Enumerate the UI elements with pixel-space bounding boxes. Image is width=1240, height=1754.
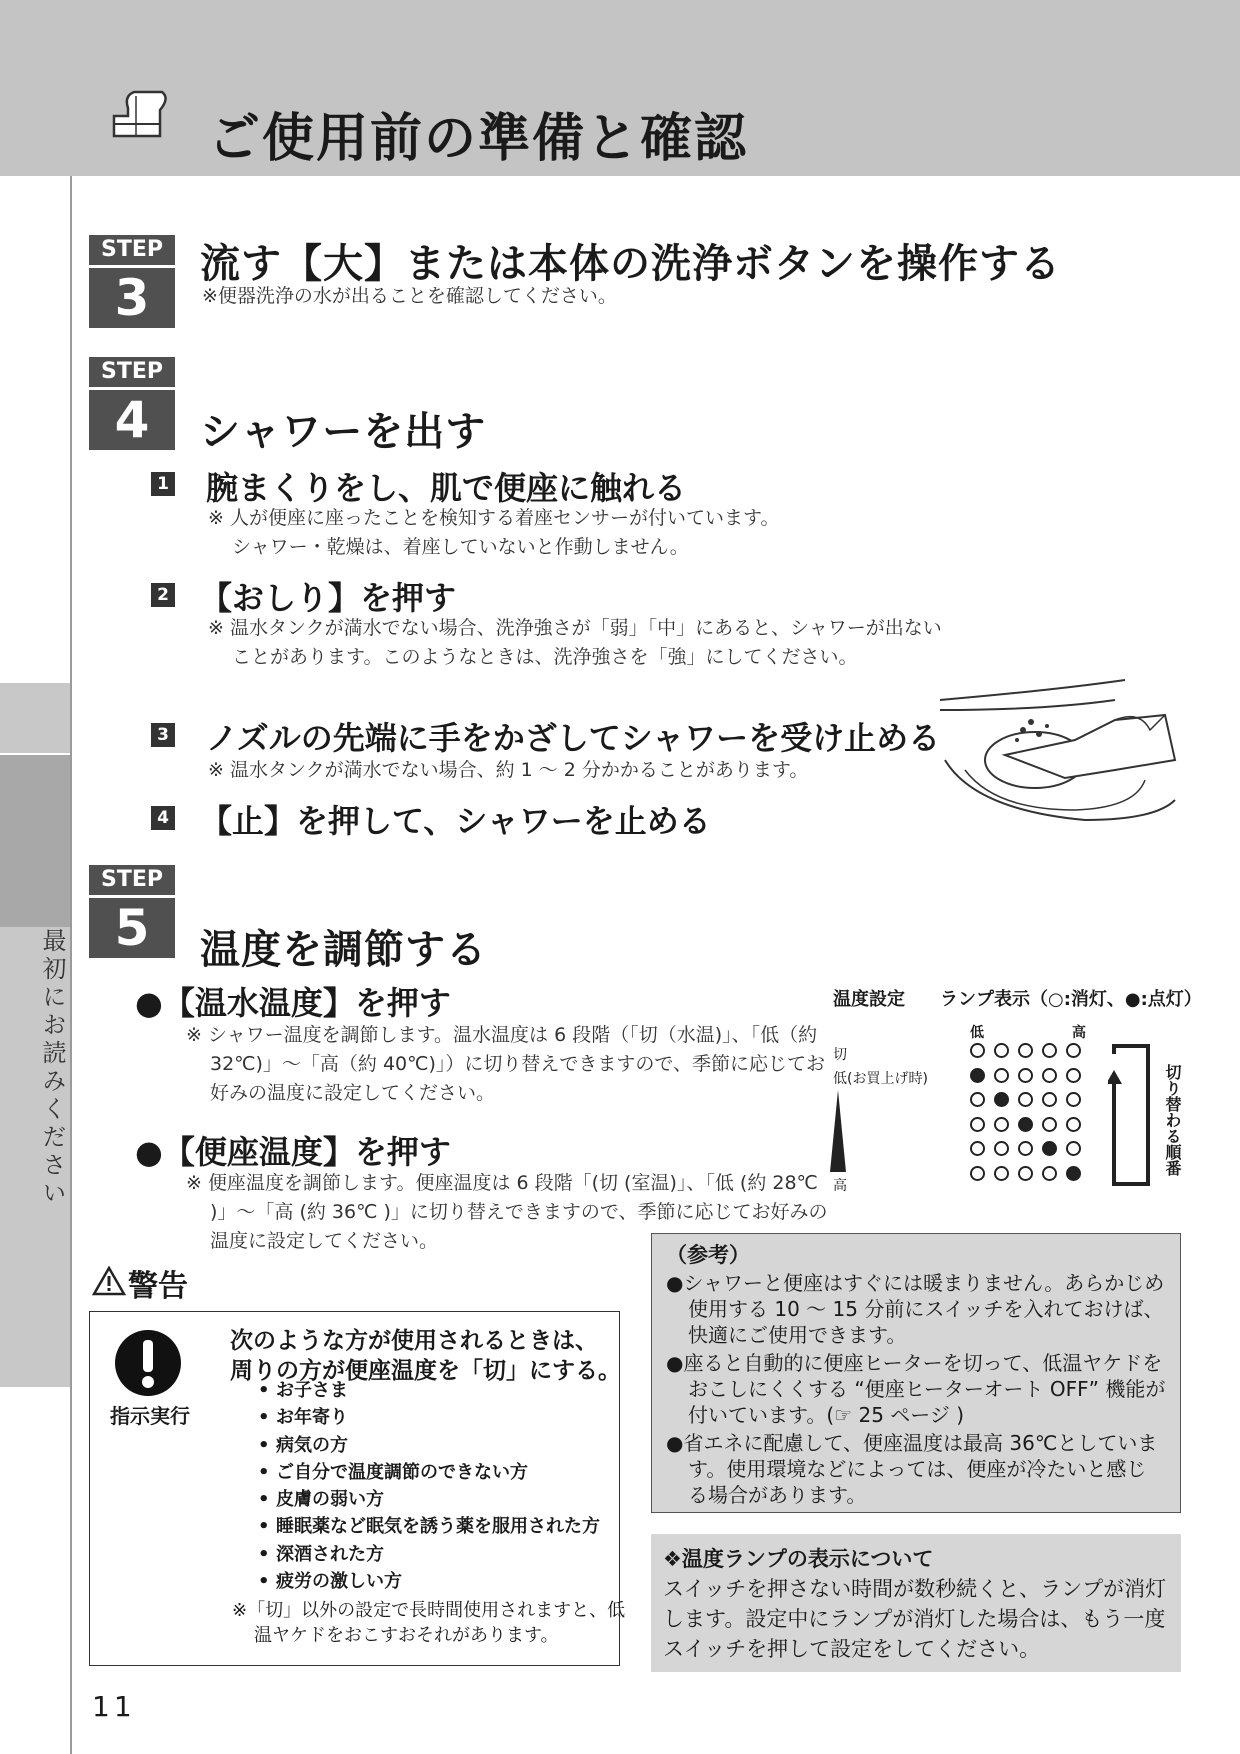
mandatory-action-icon [113, 1328, 183, 1398]
icon-label: 指示実行 [110, 1404, 190, 1428]
lamp-on [970, 1068, 985, 1083]
lamp-row [970, 1166, 1090, 1191]
lamp-off [994, 1068, 1009, 1083]
warning-lead-1: 次のような方が使用されるときは、 [230, 1328, 598, 1354]
lamp-off [1066, 1068, 1081, 1083]
chart-col2-header: ランプ表示（○:消灯、●:点灯） [940, 989, 1202, 1010]
step-number: 4 [89, 390, 175, 450]
step3-note: ※便器洗浄の水が出ることを確認してください。 [202, 285, 617, 307]
reference-item: ●省エネに配慮して、便座温度は最高 36℃としています。使用環境などによっては、便座が冷たいと感じる場合があります。 [666, 1431, 1158, 1507]
lamp-on [1066, 1166, 1081, 1181]
step3-title: 流す【大】または本体の洗浄ボタンを操作する [200, 241, 1061, 287]
reference-box [651, 1233, 1181, 1513]
item-number: 4 [151, 806, 175, 830]
warning-bullet: • 皮膚の弱い方 [258, 1489, 384, 1511]
side-tab-label: 最初にお読みください [38, 928, 66, 1208]
step-label: STEP [89, 357, 175, 387]
step5-title: 温度を調節する [200, 927, 487, 973]
page-title: ご使用前の準備と確認 [208, 109, 749, 169]
lamp-row [970, 1141, 1090, 1166]
item-number: 3 [151, 723, 175, 747]
item-note: ※ 人が便座に座ったことを検知する着座センサーが付いています。 [208, 507, 780, 529]
page-number: 11 [92, 1690, 136, 1723]
item-note: ※ 温水タンクが満水でない場合、約 1 ～ 2 分かかることがあります。 [208, 759, 809, 781]
lamp-off [1042, 1117, 1057, 1132]
lamp-off [1042, 1166, 1057, 1181]
step-label: STEP [89, 235, 175, 265]
chart-row-off: 切 [833, 1047, 847, 1063]
item-number: 2 [151, 583, 175, 607]
warning-icon [92, 1266, 126, 1296]
lamp-row [970, 1043, 1090, 1068]
side-tab-dark [0, 755, 70, 927]
lamp-off [1042, 1068, 1057, 1083]
lamp-off [1018, 1043, 1033, 1058]
lamp-off [1066, 1092, 1081, 1107]
reference-item: ●シャワーと便座はすぐには暖まりません。あらかじめ使用する 10 ～ 15 分前にスイッチを入れておけば、快適にご使用できます。 [666, 1271, 1165, 1347]
shower-hand-illustration [935, 660, 1185, 840]
lamp-dot-grid [970, 1043, 1090, 1191]
warning-lead-2: 周りの方が便座温度を「切」にする。 [230, 1358, 621, 1384]
lamp-off [970, 1092, 985, 1107]
lamp-off [994, 1166, 1009, 1181]
lamp-off [1066, 1117, 1081, 1132]
item-title: ノズルの先端に手をかざしてシャワーを受け止める [206, 719, 941, 757]
warning-bullet: • 病気の方 [258, 1434, 348, 1456]
warning-bullet: • 睡眠薬など眠気を誘う薬を服用された方 [258, 1516, 600, 1538]
lamp-off [1018, 1068, 1033, 1083]
warning-list [258, 1377, 600, 1595]
reference-item: ●座ると自動的に便座ヒーターを切って、低温ヤケドをおこしにくくする “便座ヒーターオート OFF” 機能が付いています。(☞ 25 ページ ) [666, 1351, 1166, 1427]
seat-temp-title: ●【便座温度】を押す [135, 1133, 451, 1171]
item-note: シャワー・乾燥は、着座していないと作動しません。 [232, 536, 689, 558]
step5-badge [89, 865, 175, 958]
chart-low-label: 低 [970, 1025, 984, 1041]
water-temp-title: ●【温水温度】を押す [135, 984, 451, 1022]
step-number: 5 [89, 898, 175, 958]
warning-bullet: • お子さま [258, 1380, 348, 1401]
item-number: 1 [151, 472, 175, 496]
lamp-off [1066, 1141, 1081, 1156]
item-title: 【おしり】を押す [200, 579, 457, 617]
lamp-off [994, 1117, 1009, 1132]
warning-note: ※「切」以外の設定で長時間使用されますと、低温ヤケドをおこすおそれがあります。 [232, 1600, 626, 1646]
lamp-note-body: スイッチを押さない時間が数秒続くと、ランプが消灯します。設定中にランプが消灯した場合は、もう一度スイッチを押して設定をしてください。 [663, 1577, 1167, 1661]
toilet-icon [110, 88, 180, 150]
warning-heading: 警告 [128, 1269, 188, 1304]
item-title: 【止】を押して、シャワーを止める [200, 802, 711, 840]
chart-row-high: 高 [833, 1178, 847, 1194]
lamp-on [1042, 1141, 1057, 1156]
warning-bullet: • ご自分で温度調節のできない方 [258, 1461, 528, 1483]
seat-temp-note: ※ 便座温度を調節します。便座温度は 6 段階「(切 (室温)」、「低 (約 28℃ )」～「高 (約 36℃ )」に切り替えできますので、季節に応じてお好みの温度に設定してください。 [186, 1172, 828, 1252]
cycle-label: 切り替わる順番 [1163, 1064, 1182, 1176]
chart-col1-header: 温度設定 [833, 989, 905, 1010]
side-tab-upper [0, 683, 70, 753]
lamp-note-title: ❖温度ランプの表示について [663, 1547, 934, 1571]
lamp-off [1066, 1043, 1081, 1058]
step4-badge [89, 357, 175, 450]
chart-row-low: 低(お買上げ時) [833, 1071, 928, 1087]
lamp-row [970, 1068, 1090, 1093]
lamp-row [970, 1117, 1090, 1142]
water-temp-note: ※ シャワー温度を調節します。温水温度は 6 段階（「切（水温)」、「低（約 32℃)」～「高（約 40℃)」）に切り替えできますので、季節に応じてお好みの温度に設定してください。 [186, 1024, 826, 1104]
lamp-off [1018, 1092, 1033, 1107]
lamp-row [970, 1092, 1090, 1117]
step-number: 3 [89, 268, 175, 328]
lamp-off [1042, 1092, 1057, 1107]
cycle-arrow-icon [1108, 1040, 1154, 1190]
lamp-off [994, 1141, 1009, 1156]
lamp-off [1042, 1043, 1057, 1058]
step4-title: シャワーを出す [200, 409, 487, 455]
warning-bullet: • 深酒された方 [258, 1543, 384, 1565]
lamp-on [1018, 1117, 1033, 1132]
lamp-on [994, 1092, 1009, 1107]
warning-bullet: • お年寄り [258, 1407, 348, 1429]
lamp-off [970, 1043, 985, 1058]
lamp-off [994, 1043, 1009, 1058]
lamp-off [970, 1141, 985, 1156]
reference-title: （参考） [666, 1243, 750, 1267]
temperature-ramp-icon [830, 1090, 846, 1172]
lamp-off [970, 1117, 985, 1132]
lamp-off [1018, 1141, 1033, 1156]
chart-high-label: 高 [1072, 1025, 1086, 1041]
lamp-off [970, 1166, 985, 1181]
lamp-off [1018, 1166, 1033, 1181]
left-rule [70, 176, 72, 1754]
lamp-note-box [651, 1534, 1181, 1672]
step-label: STEP [89, 865, 175, 895]
item-title: 腕まくりをし、肌で便座に触れる [206, 469, 687, 507]
warning-bullet: • 疲労の激しい方 [258, 1571, 402, 1593]
step3-badge [89, 235, 175, 328]
item-note: ※ 温水タンクが満水でない場合、洗浄強さが「弱」「中」にあると、シャワーが出ないことがあります。このようなときは、洗浄強さを「強」にしてください。 [208, 617, 942, 668]
